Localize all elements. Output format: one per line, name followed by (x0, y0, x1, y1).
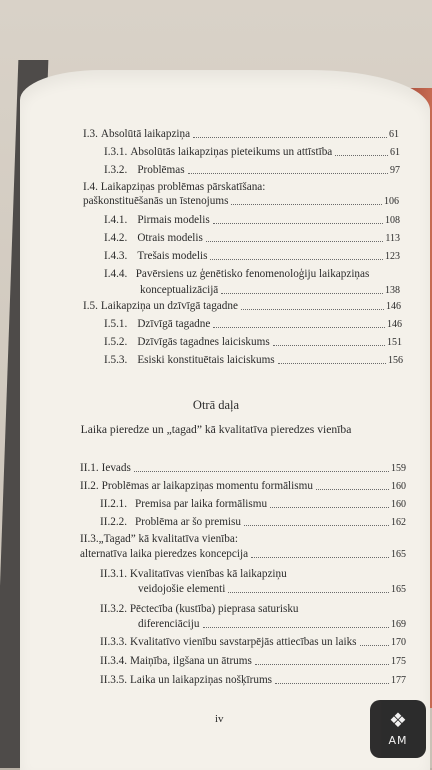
leader-dots (193, 137, 387, 138)
toc-entry-II-1[interactable]: II.1. Ievads 159 (80, 462, 406, 474)
leader-dots (244, 525, 389, 526)
logo-text: AM (388, 734, 408, 747)
toc-entry-II-2-2[interactable]: II.2.2. Problēma ar šo premisu 162 (100, 516, 406, 528)
leader-dots (273, 345, 385, 346)
toc-entry-II-3-1-line1: II.3.1. Kvalitatīvas vienības kā laikapziņu (100, 568, 287, 580)
toc-entry-II-3-3[interactable]: II.3.3. Kvalitatīvo vienību savstarpējās attiecības un laiks 170 (100, 636, 406, 648)
leader-dots (316, 489, 389, 490)
toc-entry-II-3-2[interactable]: diferenciāciju 169 (138, 618, 406, 630)
leader-dots (228, 592, 389, 593)
toc-entry-II-3-4[interactable]: II.3.4. Maiņība, ilgšana un ātrums 175 (100, 655, 406, 667)
leader-dots (270, 507, 389, 508)
toc-entry-I-4-line1: I.4. Laikapziņas problēmas pārskatīšana: (83, 181, 266, 193)
toc-entry-I-4-4-line1: I.4.4. Pavērsiens uz ģenētisko fenomenoloģiju laikapziņas (104, 268, 370, 280)
leader-dots (188, 173, 388, 174)
leader-dots (221, 293, 383, 294)
page-folio: iv (215, 713, 224, 725)
leader-dots (255, 664, 389, 665)
toc-entry-I-3-2[interactable]: I.3.2. Problēmas 97 (104, 164, 400, 176)
toc-entry-I-4-3[interactable]: I.4.3. Trešais modelis 123 (104, 250, 400, 262)
leader-dots (134, 471, 389, 472)
toc-entry-I-5-3[interactable]: I.5.3. Esiski konstituētais laiciskums 156 (104, 354, 403, 366)
leader-dots (360, 645, 389, 646)
toc-entry-I-5-2[interactable]: I.5.2. Dzīvīgās tagadnes laiciskums 151 (104, 336, 402, 348)
leader-dots (203, 627, 390, 628)
toc-entry-I-4-2[interactable]: I.4.2. Otrais modelis 113 (104, 232, 400, 244)
leader-dots (251, 557, 389, 558)
toc-entry-I-4-1[interactable]: I.4.1. Pirmais modelis 108 (104, 214, 400, 226)
toc-entry-I-4-4[interactable]: konceptualizācijā 138 (140, 284, 400, 296)
publisher-logo (370, 700, 426, 758)
leader-dots (275, 683, 389, 684)
toc-entry-II-3-2-line1: II.3.2. Pēctecība (kustība) pieprasa saturisku (100, 603, 299, 615)
toc-entry-II-2[interactable]: II.2. Problēmas ar laikapziņas momentu formālismu 160 (80, 480, 406, 492)
toc-entry-I-4[interactable]: paškonstituēšanās un īstenojums 106 (83, 195, 399, 207)
part-subtitle: Laika pieredze un „tagad” kā kvalitatīva pieredzes vienība (80, 423, 352, 436)
leader-dots (241, 309, 384, 310)
leader-dots (206, 241, 383, 242)
toc-entry-I-5[interactable]: I.5. Laikapziņa un dzīvīgā tagadne 146 (83, 300, 401, 312)
leader-dots (213, 327, 385, 328)
toc-entry-II-3[interactable]: alternatīva laika pieredzes koncepcija 165 (80, 548, 406, 560)
diamond-ornament-icon: ❖ (389, 708, 407, 732)
toc-entry-II-3-line1: II.3.„Tagad” kā kvalitatīva vienība: (80, 533, 238, 545)
leader-dots (213, 223, 383, 224)
toc-entry-II-3-5[interactable]: II.3.5. Laika un laikapziņas nošķīrums 177 (100, 674, 406, 686)
toc-entry-II-3-1[interactable]: veidojošie elementi 165 (138, 583, 406, 595)
toc-entry-I-3[interactable]: I.3. Absolūtā laikapziņa 61 (83, 128, 399, 140)
toc-entry-I-5-1[interactable]: I.5.1. Dzīvīgā tagadne 146 (104, 318, 402, 330)
leader-dots (278, 363, 386, 364)
leader-dots (210, 259, 383, 260)
part-title: Otrā daļa (192, 398, 240, 412)
toc-entry-II-2-1[interactable]: II.2.1. Premisa par laika formālismu 160 (100, 498, 406, 510)
toc-entry-I-3-1[interactable]: I.3.1. Absolūtās laikapziņas pieteikums un attīstība 61 (104, 146, 400, 158)
leader-dots (335, 155, 388, 156)
leader-dots (231, 204, 382, 205)
